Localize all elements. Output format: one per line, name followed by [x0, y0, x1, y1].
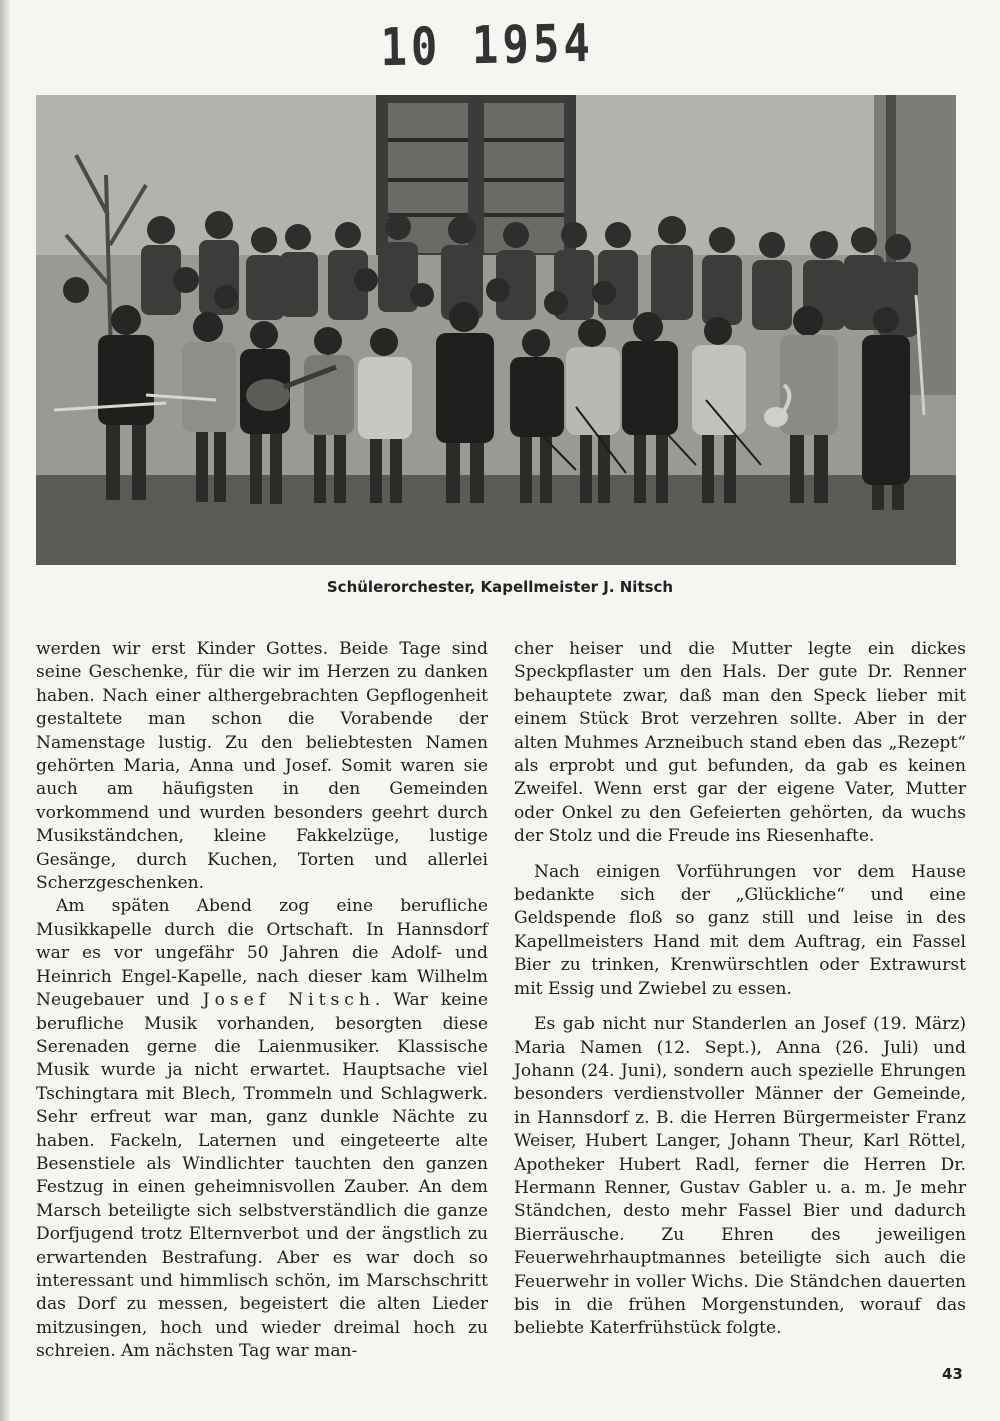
text-run: . War keine berufliche Musik vorhanden, besorgten diese Serenaden gerne die Laienmusiker. Klassische Musik wurde ja nicht erwartet. Hauptsache viel Tschingtara mit Blech, Trommeln und Schlagwerk. Sehr erfreut war man, ganz dunkle Nächte zu haben. Fackeln, Laternen und eingeteerte alte Besenstiele als Windlichter tauchten den ganzen Festzug in einen geheimnisvollen Zauber. An dem Marsch beteiligte sich selbstverständlich die ganze Dorfjugend trotz Elternverbot und der ängstlich zu erwartenden Bestrafung. Aber es war doch so interessant und himmlisch schön, im Marschschritt das Dorf zu messen, begeistert die alten Lieder mitzusingen, hoch und wieder dreimal hoch zu schreien. Am nächsten Tag war man- — [36, 990, 488, 1362]
text-run: Am späten Abend zog eine berufliche Musikkapelle durch die Ortschaft. In Hannsdorf war es vor ungefähr 50 Jahren die Adolf- und Heinrich Engel-Kapelle, nach dieser kam Wilhelm Neugebauer und — [36, 896, 488, 1011]
orchestra-photo — [36, 95, 956, 565]
paragraph: cher heiser und die Mutter legte ein dickes Speckpflaster um den Hals. Der gute Dr. Renner behauptete zwar, daß man den Speck lieber mit einem Stück Brot verzehren sollte. Aber in der alten Muhmes Arzneibuch stand eben das „Rezept“ als erprobt und gut befunden, da gab es keinen Zweifel. Wenn erst gar der eigene Vater, Mutter oder Onkel zu den Gefeierten gehörten, da wuchs der Stolz und die Freude ins Riesenhafte. — [514, 639, 966, 847]
paragraph: Nach einigen Vorführungen vor dem Hause bedankte sich der „Glückliche“ und eine Geldspende floß so ganz still und leise in des Kapellmeisters Hand mit dem Auftrag, ein Fassel Bier zu trinken, Krenwürschtlen oder Extrawurst mit Essig und Zwiebel zu essen. — [514, 861, 966, 999]
bandleader-name: Josef Nitsch — [202, 990, 375, 1011]
paragraph — [36, 895, 488, 1363]
article-column-left — [36, 638, 488, 1364]
article-column-right — [514, 638, 966, 1341]
photo-caption: Schülerorchester, Kapellmeister J. Nitsch — [326, 578, 674, 596]
page-number: 43 — [942, 1365, 963, 1383]
photo-illustration — [36, 95, 956, 565]
paragraph: Es gab nicht nur Standerlen an Josef (19. März) Maria Namen (12. Sept.), Anna (26. Juli) und Johann (24. Juni), sondern auch spezielle Ehrungen besonders verdienstvoller Männer der Gemeinde, in Hannsdorf z. B. die Herren Bürgermeister Franz Weiser, Hubert Langer, Johann Theur, Karl Röttel, Apotheker Hubert Radl, ferner die Herren Dr. Hermann Renner, Gustav Gabler u. a. m. Je mehr Ständchen, desto mehr Fassel Bier und dadurch Bierräusche. Zu Ehren des jeweiligen Feuerwehrhauptmannes beteiligte sich auch die Feuerwehr in voller Wichs. Die Ständchen dauerten bis in die frühen Morgenstunden, worauf das beliebte Katerfrühstück folgte. — [514, 1014, 966, 1339]
page-edge — [0, 0, 10, 1421]
issue-stamp: 10 1954 — [380, 13, 595, 79]
paragraph: werden wir erst Kinder Gottes. Beide Tage sind seine Geschenke, für die wir im Herzen zu danken haben. Nach einer althergebrachten Gepflogenheit gestaltete man schon die Vorabende der Namenstage lustig. Zu den beliebtesten Namen gehörten Maria, Anna und Josef. Somit waren sie auch am häufigsten in den Gemeinden vorkommend und wurden besonders geehrt durch Musikständchen, kleine Fakkelzüge, lustige Gesänge, durch Kuchen, Torten und allerlei Scherzgeschenken. — [36, 639, 488, 894]
